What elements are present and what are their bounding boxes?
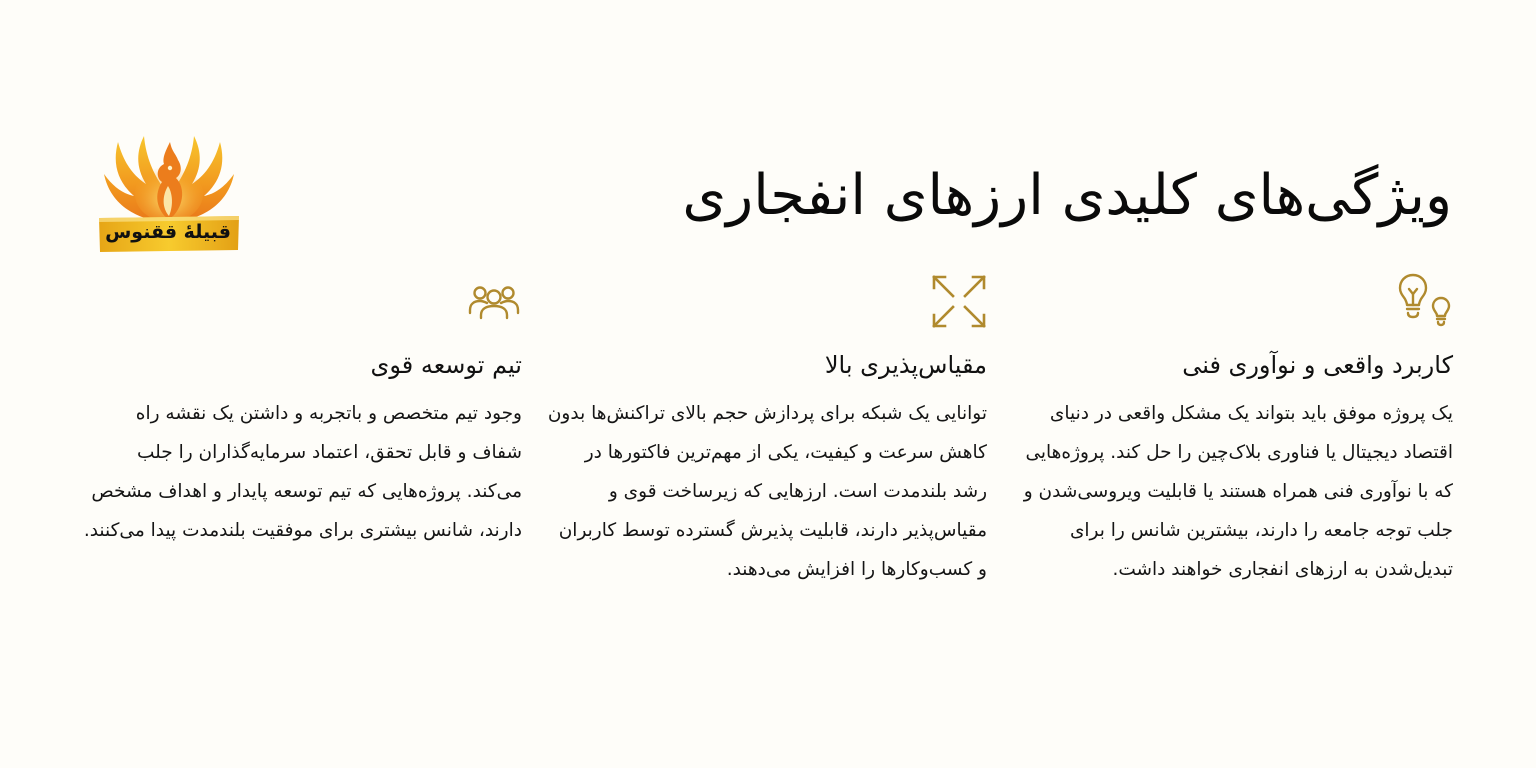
feature-heading: کاربرد واقعی و نوآوری فنی: [1182, 351, 1453, 379]
feature-text: وجود تیم متخصص و باتجربه و داشتن یک نقشه راه شفاف و قابل تحقق، اعتماد سرمایه‌گذاران را جلب می‌کند. پروژه‌هایی که تیم توسعه پایدار و اهداف مشخص دارند، شانس بیشتری برای موفقیت بلندمدت پیدا می‌کنند.: [83, 403, 522, 541]
feature-icon-wrapper: [547, 272, 987, 332]
logo-text: قبیلهٔ ققنوس: [105, 221, 231, 243]
page-title: ویژگی‌های کلیدی ارزهای انفجاری: [682, 163, 1452, 228]
feature-card-team: [82, 272, 522, 550]
team-users-icon: [468, 272, 522, 322]
feature-card-innovation: [1013, 272, 1453, 589]
lightbulb-icon: [1397, 272, 1453, 328]
feature-icon-wrapper: [82, 272, 522, 332]
feature-heading: تیم توسعه قوی: [370, 351, 522, 379]
expand-arrows-icon: [931, 272, 987, 332]
feature-heading: مقیاس‌پذیری بالا: [824, 351, 987, 379]
feature-text: یک پروژه موفق باید بتواند یک مشکل واقعی در دنیای اقتصاد دیجیتال یا فناوری بلاک‌چین را حل کند. پروژه‌هایی که با نوآوری فنی همراه هستند یا قابلیت ویروسی‌شدن و جلب توجه جامعه را دارند، بیشترین شانس را برای تبدیل‌شدن به ارزهای انفجاری خواهند داشت.: [1023, 403, 1453, 580]
feature-card-scalability: [547, 272, 987, 589]
feature-icon-wrapper: [1013, 272, 1453, 332]
phoenix-logo: [96, 124, 242, 254]
feature-text: توانایی یک شبکه برای پردازش حجم بالای تراکنش‌ها بدون کاهش سرعت و کیفیت، یکی از مهم‌ترین فاکتورها در رشد بلندمدت است. ارزهایی که زیرساخت قوی و مقیاس‌پذیر دارند، قابلیت پذیرش گسترده توسط کاربران و کسب‌وکارها را افزایش می‌دهند.: [547, 403, 987, 580]
